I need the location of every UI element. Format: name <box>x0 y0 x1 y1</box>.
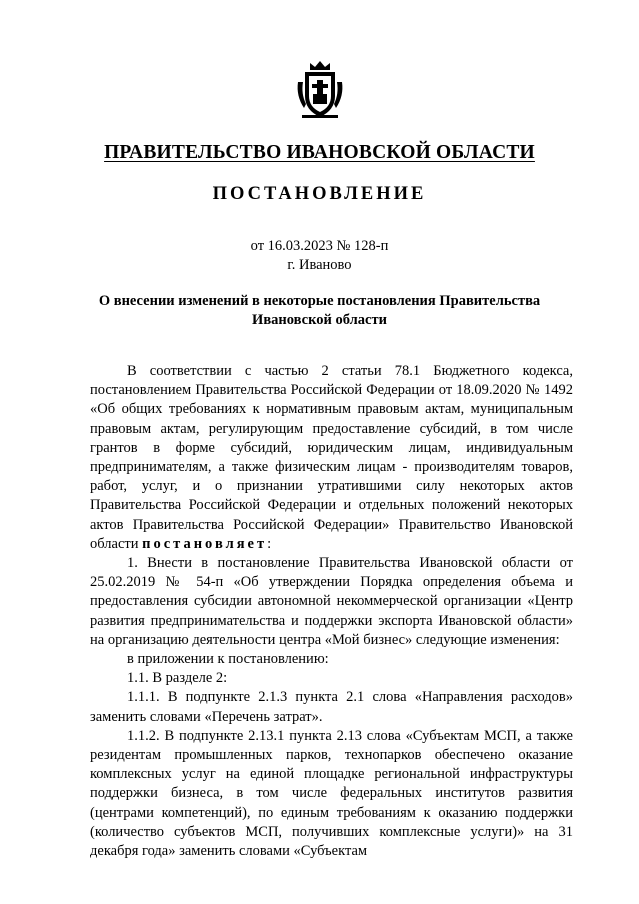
document-type: ПОСТАНОВЛЕНИЕ <box>212 184 427 204</box>
preamble-paragraph <box>90 362 573 554</box>
decree-word: постановляет <box>142 535 268 552</box>
date-block <box>0 237 639 275</box>
item-1-1-2: 1.1.2. В подпункте 2.13.1 пункта 2.13 слова «Субъектам МСП, а также резидентам промышленных парков, технопарков обеспечено оказание комплексных услуг на единой площадке региональной инфраструктуры поддержки бизнеса, в том числе федеральных институтов развития (центрами компетенций), по единым требованиям к оказанию поддержки (количество субъектов МСП, получивших комплексные услуги)» на 31 декабря года» заменить словами «Субъектам <box>90 727 573 860</box>
date-number: от 16.03.2023 № 128-п <box>250 238 389 254</box>
document-body <box>90 362 573 861</box>
item-1: 1. Внести в постановление Правительства Ивановской области от 25.02.2019 № 54-п «Об утверждении Порядка определения объема и предоставления субсидии автономной некоммерческой организации «Центр развития предпринимательства и поддержки экспорта Ивановской области» на организацию деятельности центра «Мой бизнес» следующие изменения: <box>90 555 573 648</box>
decree-colon: : <box>267 535 272 552</box>
document-title: О внесении изменений в некоторые постановления Правительства Ивановской области <box>98 293 541 328</box>
organization-name: ПРАВИТЕЛЬСТВО ИВАНОВСКОЙ ОБЛАСТИ <box>104 142 535 163</box>
appendix-line: в приложении к постановлению: <box>127 651 329 668</box>
coat-of-arms-icon <box>296 60 344 120</box>
city: г. Иваново <box>287 257 352 273</box>
preamble-text: В соответствии с частью 2 статьи 78.1 Бюджетного кодекса, постановлением Правительства Российской Федерации от 18.09.2020 № 1492 «Об общих требованиях к нормативным правовым актам, муниципальным правовым актам, регулирующим предоставление субсидий, в том числе грантов в форме субсидий, юридическим лицам, индивидуальным предпринимателям, а также физическим лицам - производителям товаров, работ, услуг, и о признании утратившими силу некоторых актов Правительства Российской Федерации и отдельных положений некоторых актов Правительства Российской Федерации» Правительство Ивановской области <box>90 363 573 552</box>
item-1-1: 1.1. В разделе 2: <box>127 670 228 687</box>
item-1-1-1: 1.1.1. В подпункте 2.1.3 пункта 2.1 слова «Направления расходов» заменить словами «Перечень затрат». <box>90 689 573 725</box>
